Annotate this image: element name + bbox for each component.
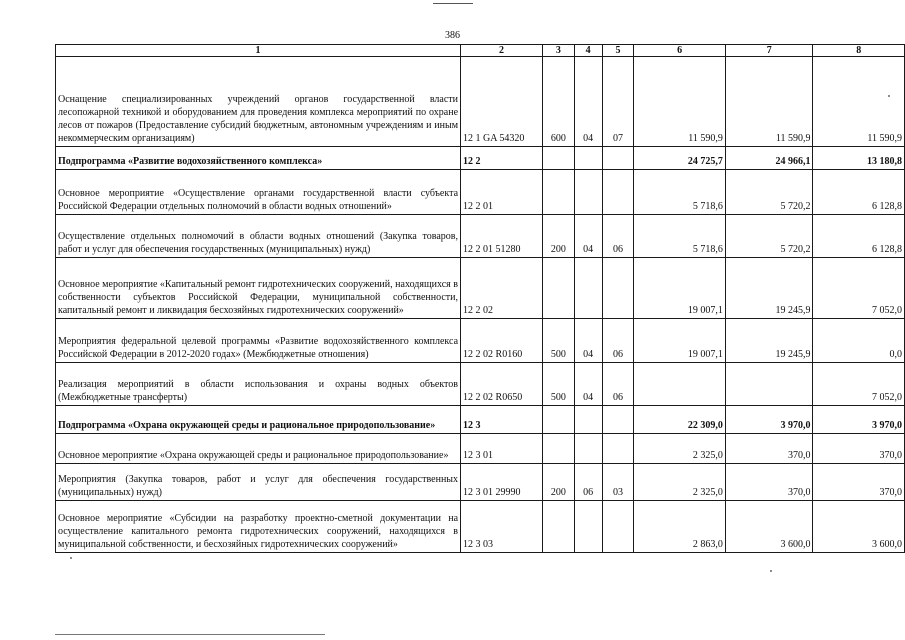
row-col-5 bbox=[602, 501, 634, 553]
row-name: Подпрограмма «Охрана окружающей среды и рациональное природопользование» bbox=[56, 406, 461, 434]
row-value-6: 22 309,0 bbox=[634, 406, 725, 434]
row-value-6: 2 325,0 bbox=[634, 434, 725, 464]
row-col-5 bbox=[602, 434, 634, 464]
row-value-6 bbox=[634, 363, 725, 406]
header-col-5: 5 bbox=[602, 45, 634, 57]
row-value-7: 3 600,0 bbox=[725, 501, 813, 553]
row-value-6: 19 007,1 bbox=[634, 319, 725, 363]
row-code: 12 2 01 51280 bbox=[461, 215, 543, 258]
scan-speck bbox=[770, 570, 772, 572]
row-col-4 bbox=[574, 170, 602, 215]
row-code: 12 2 02 bbox=[461, 258, 543, 319]
row-code: 12 1 GA 54320 bbox=[461, 57, 543, 147]
row-col-3: 200 bbox=[542, 215, 574, 258]
row-code: 12 3 01 bbox=[461, 434, 543, 464]
scan-speck bbox=[70, 557, 72, 559]
row-value-7: 3 970,0 bbox=[725, 406, 813, 434]
header-col-8: 8 bbox=[813, 45, 905, 57]
table-row bbox=[56, 501, 905, 553]
row-name: Подпрограмма «Развитие водохозяйственного комплекса» bbox=[56, 147, 461, 170]
row-col-4: 04 bbox=[574, 215, 602, 258]
row-col-4 bbox=[574, 406, 602, 434]
row-col-3: 500 bbox=[542, 363, 574, 406]
row-col-4 bbox=[574, 147, 602, 170]
row-name: Реализация мероприятий в области использования и охраны водных объектов (Межбюджетные трансферты) bbox=[56, 363, 461, 406]
row-col-5: 07 bbox=[602, 57, 634, 147]
row-name: Мероприятия федеральной целевой программы «Развитие водохозяйственного комплекса Российской Федерации в 2012-2020 годах» (Межбюджетные отношения) bbox=[56, 319, 461, 363]
row-col-4: 04 bbox=[574, 319, 602, 363]
table-row bbox=[56, 319, 905, 363]
row-col-5 bbox=[602, 406, 634, 434]
row-value-7: 5 720,2 bbox=[725, 215, 813, 258]
row-value-7: 19 245,9 bbox=[725, 319, 813, 363]
row-value-8: 13 180,8 bbox=[813, 147, 905, 170]
row-value-8: 3 600,0 bbox=[813, 501, 905, 553]
table-row bbox=[56, 170, 905, 215]
row-col-3 bbox=[542, 147, 574, 170]
row-value-6: 24 725,7 bbox=[634, 147, 725, 170]
row-col-3 bbox=[542, 406, 574, 434]
row-col-3: 500 bbox=[542, 319, 574, 363]
row-value-6: 19 007,1 bbox=[634, 258, 725, 319]
row-col-4: 04 bbox=[574, 57, 602, 147]
header-col-6: 6 bbox=[634, 45, 725, 57]
row-value-8: 6 128,8 bbox=[813, 215, 905, 258]
row-value-8: 7 052,0 bbox=[813, 258, 905, 319]
row-value-8: 6 128,8 bbox=[813, 170, 905, 215]
budget-table bbox=[55, 44, 905, 553]
row-col-3 bbox=[542, 258, 574, 319]
row-value-7: 370,0 bbox=[725, 464, 813, 501]
row-value-7: 5 720,2 bbox=[725, 170, 813, 215]
row-code: 12 3 bbox=[461, 406, 543, 434]
scan-speck bbox=[888, 95, 890, 97]
row-col-4: 06 bbox=[574, 464, 602, 501]
row-col-5 bbox=[602, 258, 634, 319]
row-col-5 bbox=[602, 170, 634, 215]
row-value-6: 11 590,9 bbox=[634, 57, 725, 147]
row-value-6: 2 325,0 bbox=[634, 464, 725, 501]
row-code: 12 2 bbox=[461, 147, 543, 170]
row-code: 12 2 02 R0160 bbox=[461, 319, 543, 363]
row-col-3: 200 bbox=[542, 464, 574, 501]
header-col-4: 4 bbox=[574, 45, 602, 57]
header-col-3: 3 bbox=[542, 45, 574, 57]
row-value-6: 5 718,6 bbox=[634, 170, 725, 215]
row-name: Оснащение специализированных учреждений органов государственной власти лесопожарной техникой и оборудованием для проведения комплекса мероприятий по охране лесов от пожаров (Предоставление субсидий бюджетным, автономным учреждениям и иным некоммерческим организациям) bbox=[56, 57, 461, 147]
row-value-7 bbox=[725, 363, 813, 406]
row-code: 12 3 03 bbox=[461, 501, 543, 553]
row-value-7: 11 590,9 bbox=[725, 57, 813, 147]
table-row bbox=[56, 406, 905, 434]
header-row bbox=[56, 45, 905, 57]
row-name: Мероприятия (Закупка товаров, работ и услуг для обеспечения государственных (муниципальных) нужд) bbox=[56, 464, 461, 501]
bottom-edge-line bbox=[55, 634, 325, 635]
row-value-8: 370,0 bbox=[813, 434, 905, 464]
row-value-7: 19 245,9 bbox=[725, 258, 813, 319]
row-col-4 bbox=[574, 258, 602, 319]
row-name: Основное мероприятие «Осуществление органами государственной власти субъекта Российской Федерации отдельных полномочий в области водных отношений» bbox=[56, 170, 461, 215]
page-number: 386 bbox=[445, 30, 460, 41]
table-row bbox=[56, 215, 905, 258]
row-col-3 bbox=[542, 501, 574, 553]
row-value-8: 0,0 bbox=[813, 319, 905, 363]
row-col-3: 600 bbox=[542, 57, 574, 147]
row-col-5 bbox=[602, 147, 634, 170]
row-col-3 bbox=[542, 434, 574, 464]
header-col-1: 1 bbox=[56, 45, 461, 57]
row-code: 12 2 02 R0650 bbox=[461, 363, 543, 406]
table-row bbox=[56, 147, 905, 170]
row-code: 12 2 01 bbox=[461, 170, 543, 215]
top-edge-line bbox=[433, 3, 473, 4]
row-value-8: 370,0 bbox=[813, 464, 905, 501]
row-value-6: 5 718,6 bbox=[634, 215, 725, 258]
row-value-6: 2 863,0 bbox=[634, 501, 725, 553]
row-col-4 bbox=[574, 434, 602, 464]
row-col-5: 06 bbox=[602, 215, 634, 258]
row-col-4: 04 bbox=[574, 363, 602, 406]
row-value-7: 24 966,1 bbox=[725, 147, 813, 170]
header-col-2: 2 bbox=[461, 45, 543, 57]
table-row bbox=[56, 434, 905, 464]
header-col-7: 7 bbox=[725, 45, 813, 57]
row-name: Основное мероприятие «Капитальный ремонт гидротехнических сооружений, находящихся в собственности субъектов Российской Федерации, муниципальной собственности, капитальный ремонт и ликвидация бесхозяйных гидротехнических сооружений» bbox=[56, 258, 461, 319]
row-value-7: 370,0 bbox=[725, 434, 813, 464]
table-row bbox=[56, 363, 905, 406]
row-col-5: 06 bbox=[602, 319, 634, 363]
row-col-4 bbox=[574, 501, 602, 553]
row-name: Основное мероприятие «Охрана окружающей среды и рациональное природопользование» bbox=[56, 434, 461, 464]
row-value-8: 11 590,9 bbox=[813, 57, 905, 147]
row-col-3 bbox=[542, 170, 574, 215]
row-code: 12 3 01 29990 bbox=[461, 464, 543, 501]
table-row bbox=[56, 464, 905, 501]
row-value-8: 3 970,0 bbox=[813, 406, 905, 434]
row-col-5: 03 bbox=[602, 464, 634, 501]
row-col-5: 06 bbox=[602, 363, 634, 406]
table-row bbox=[56, 258, 905, 319]
row-name: Основное мероприятие «Субсидии на разработку проектно-сметной документации на осуществление капитального ремонта гидротехнических сооружений, находящихся в муниципальной собственности, и бесхозяйных гидротехнических сооружений» bbox=[56, 501, 461, 553]
row-value-8: 7 052,0 bbox=[813, 363, 905, 406]
row-name: Осуществление отдельных полномочий в области водных отношений (Закупка товаров, работ и услуг для обеспечения государственных (муниципальных) нужд) bbox=[56, 215, 461, 258]
table-row bbox=[56, 57, 905, 147]
